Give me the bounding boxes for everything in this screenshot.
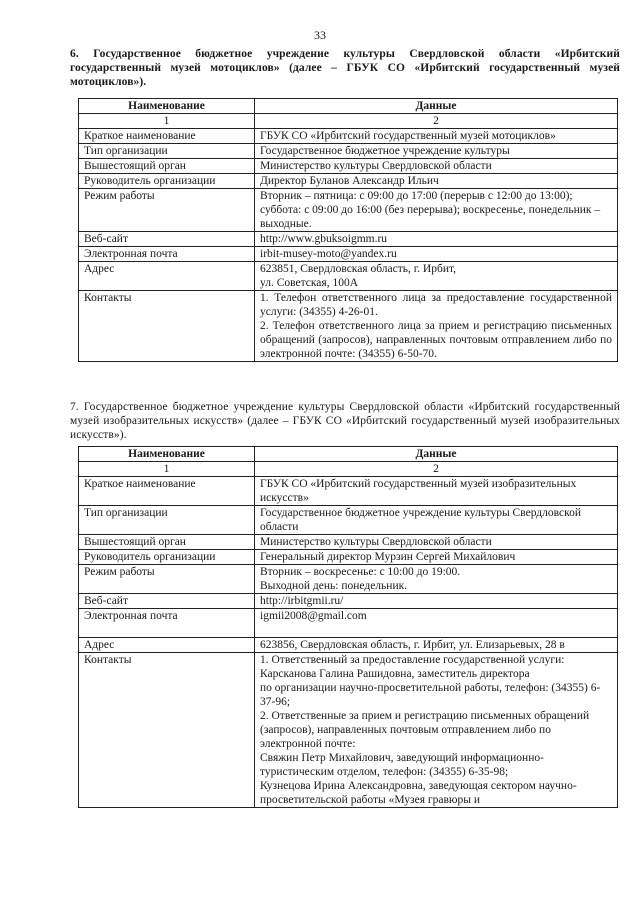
row-value: Директор Буланов Александр Ильич [255,174,618,189]
column-header-data: Данные [255,99,618,114]
row-label: Руководитель организации [79,550,255,565]
table-row [79,565,618,594]
row-value: http://www.gbuksoigmm.ru [255,232,618,247]
table-row [79,638,618,653]
row-label: Краткое наименование [79,477,255,506]
row-label: Режим работы [79,189,255,232]
table-row [79,594,618,609]
table-row [79,291,618,362]
row-label: Вышестоящий орган [79,159,255,174]
row-value: 1. Телефон ответственного лица за предоставление государственной услуги: (34355) 4-26-01. 2. Телефон ответственного лица за прием и регистрацию письменных обращений (запросов), направленных почтовым отправлением либо по электронной почте: (34355) 6-50-70. [255,291,618,362]
row-value: 623856, Свердловская область, г. Ирбит, ул. Елизарьевых, 28 в [255,638,618,653]
column-header-data: Данные [255,447,618,462]
table-row [79,174,618,189]
row-label: Веб-сайт [79,594,255,609]
table-row [79,477,618,506]
row-label: Руководитель организации [79,174,255,189]
table-row [79,262,618,291]
row-value: http://irbitgmii.ru/ [255,594,618,609]
column-header-name: Наименование [79,99,255,114]
table-row [79,550,618,565]
row-label: Электронная почта [79,609,255,638]
row-label: Режим работы [79,565,255,594]
table-row [79,247,618,262]
row-value: Генеральный директор Мурзин Сергей Михайлович [255,550,618,565]
table-row [79,653,618,808]
column-number: 2 [255,114,618,129]
page-number: 33 [314,28,326,42]
row-label: Веб-сайт [79,232,255,247]
row-value: Министерство культуры Свердловской области [255,535,618,550]
table-row [79,189,618,232]
row-value: Министерство культуры Свердловской области [255,159,618,174]
section7-heading: 7. Государственное бюджетное учреждение культуры Свердловской области «Ирбитский государственный музей изобразительных искусств» (далее – ГБУК СО «Ирбитский государственный музей изобразительных искусств»). [70,401,620,441]
row-label: Электронная почта [79,247,255,262]
table-row [79,535,618,550]
table-row [79,609,618,638]
row-value: Вторник – воскресенье: с 10:00 до 19:00. Выходной день: понедельник. [255,565,618,594]
table-row [79,159,618,174]
table-row [79,506,618,535]
row-label: Краткое наименование [79,129,255,144]
section6-heading: 6. Государственное бюджетное учреждение культуры Свердловской области «Ирбитский государственный музей мотоциклов» (далее – ГБУК СО «Ирбитский государственный музей мотоциклов»). [70,48,620,88]
row-label: Тип организации [79,506,255,535]
table-row [79,144,618,159]
column-header-name: Наименование [79,447,255,462]
table-row [79,129,618,144]
row-value: Государственное бюджетное учреждение культуры [255,144,618,159]
row-value: 623851, Свердловская область, г. Ирбит, ул. Советская, 100А [255,262,618,291]
row-value: ГБУК СО «Ирбитский государственный музей мотоциклов» [255,129,618,144]
table-number-row [79,114,618,129]
row-value: igmii2008@gmail.com [255,609,618,638]
section7-table [78,446,618,808]
section6-table [78,98,618,362]
row-label: Адрес [79,262,255,291]
row-label: Контакты [79,653,255,808]
row-value: ГБУК СО «Ирбитский государственный музей изобразительных искусств» [255,477,618,506]
row-label: Тип организации [79,144,255,159]
table-number-row [79,462,618,477]
table-header-row [79,447,618,462]
row-label: Адрес [79,638,255,653]
table-header-row [79,99,618,114]
row-value: 1. Ответственный за предоставление государственной услуги: Карсканова Галина Рашидовна, заместитель директора по организации научно-просветительной работы, телефон: (34355) 6-37-96; 2. Ответственные за прием и регистрацию письменных обращений (запросов), направленных почтовым отправлением либо по электронной почте: Свяжин Петр Михайлович, заведующий информационно-туристическим отделом, телефон: (34355) 6-35-98; Кузнецова Ирина Александровна, заведующая сектором научно-просветительской работы «Музея гравюры и [255,653,618,808]
column-number: 1 [79,462,255,477]
row-value: Государственное бюджетное учреждение культуры Свердловской области [255,506,618,535]
table-row [79,232,618,247]
row-label: Контакты [79,291,255,362]
row-value: irbit-musey-moto@yandex.ru [255,247,618,262]
column-number: 2 [255,462,618,477]
column-number: 1 [79,114,255,129]
row-value: Вторник – пятница: с 09:00 до 17:00 (перерыв с 12:00 до 13:00); суббота: с 09:00 до 16:00 (без перерыва); воскресенье, понедельник – выходные. [255,189,618,232]
row-label: Вышестоящий орган [79,535,255,550]
